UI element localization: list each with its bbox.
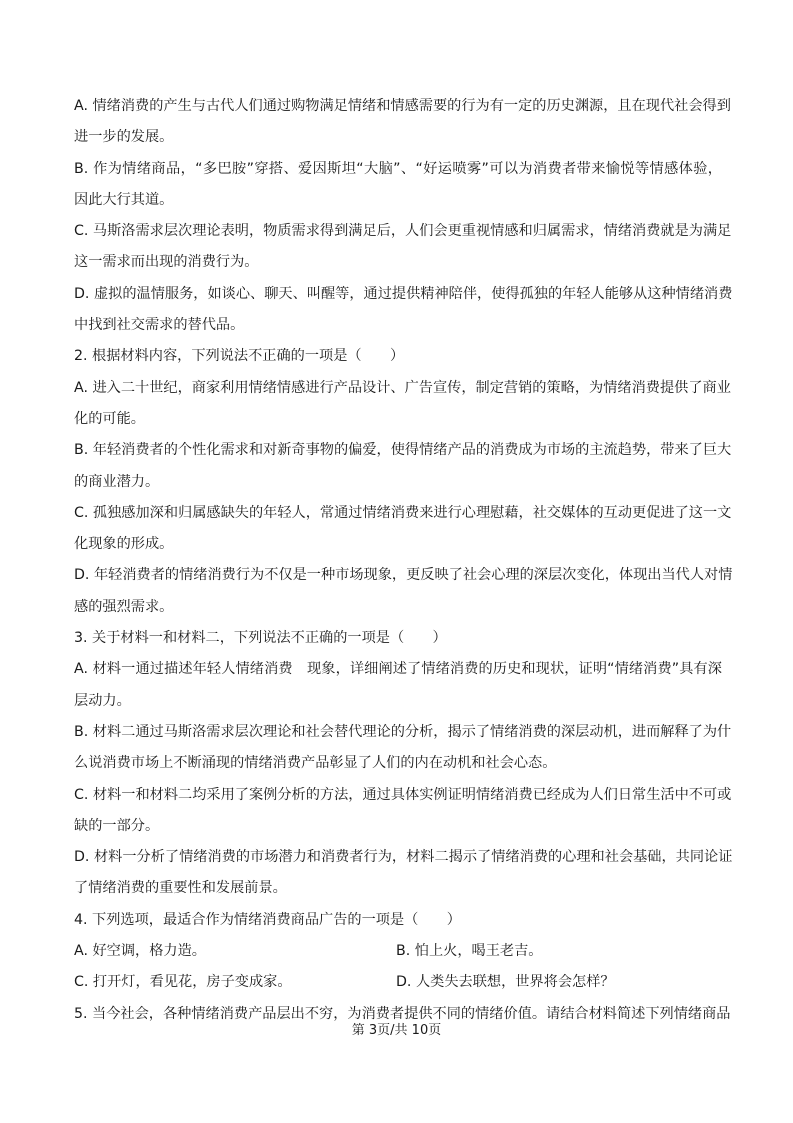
q4-option-a: A. 好空调，格力造。 [74,943,206,960]
q1-option-b [74,154,722,217]
text-line: D. 材料一分析了情绪消费的市场潜力和消费者行为，材料二揭示了情绪消费的心理和社会基础，共同论证 [74,849,733,866]
q3-option-a [74,654,722,717]
q2-option-b [74,435,732,498]
text-line: C. 材料一和材料二均采用了案例分析的方法，通过具体实例证明情绪消费已经成为人们日常生活中不可或 [74,786,732,803]
q4-option-b: B. 怕上火，喝王老吉。 [396,943,543,960]
text-line: 感的强烈需求。 [74,598,174,615]
text-line: 化的可能。 [74,410,145,427]
q4-option-c: C. 打开灯，看见花，房子变成家。 [74,974,292,991]
question-3-stem: 3. 关于材料一和材料二，下列说法不正确的一项是（ ） [74,630,447,647]
q1-option-a [74,91,731,154]
q3-option-d [74,842,733,905]
question-4-stem: 4. 下列选项，最适合作为情绪消费商品广告的一项是（ ） [74,911,461,928]
text-line: 了情绪消费的重要性和发展前景。 [74,880,287,897]
q3-option-c [74,780,732,843]
text-line: 么说消费市场上不断涌现的情绪消费产品彰显了人们的内在动机和社会心态。 [74,755,557,772]
text-line: 层动力。 [74,692,131,709]
text-line: 化现象的形成。 [74,536,174,553]
text-line: 进一步的发展。 [74,129,174,146]
text-line: 中找到社交需求的替代品。 [74,317,245,334]
text-line: 的商业潜力。 [74,473,160,490]
document-page [74,91,733,1030]
text-line: A. 情绪消费的产生与古代人们通过购物满足情绪和情感需要的行为有一定的历史渊源，且在现代社会得到 [74,98,731,114]
page-number-footer: 第 3页/共 10页 [351,1023,442,1038]
question-5-stem: 5. 当今社会，各种情绪消费产品层出不穷，为消费者提供不同的情绪价值。请结合材料简述下列情绪商品 [74,1005,731,1022]
text-line: B. 材料二通过马斯洛需求层次理论和社会替代理论的分析，揭示了情绪消费的深层动机，进而解释了为什 [74,723,732,740]
text-line: C. 孤独感加深和归属感缺失的年轻人，常通过情绪消费来进行心理慰藉，社交媒体的互动更促进了这一文 [74,504,732,521]
q2-option-c [74,498,732,561]
text-line: B. 作为情绪商品，“多巴胺”穿搭、爱因斯坦“大脑”、“好运喷雾”可以为消费者带来愉悦等情感体验， [74,160,722,177]
text-line: B. 年轻消费者的个性化需求和对新奇事物的偏爱，使得情绪产品的消费成为市场的主流趋势，带来了巨大 [74,442,732,459]
text-line: 这一需求而出现的消费行为。 [74,254,259,271]
question-2-stem: 2. 根据材料内容，下列说法不正确的一项是（ ） [74,348,405,365]
text-line: 缺的一部分。 [74,817,160,834]
text-line: D. 虚拟的温情服务，如谈心、聊天、叫醒等，通过提供精神陪伴，使得孤独的年轻人能够从这种情绪消费 [74,285,733,302]
text-line: A. 材料一通过描述年轻人情绪消费 现象，详细阐述了情绪消费的历史和现状，证明“情绪消费”具有深 [74,661,722,678]
q4-options-row-1 [74,936,722,967]
text-line: C. 马斯洛需求层次理论表明，物质需求得到满足后，人们会更重视情感和归属需求，情绪消费就是为满足 [74,223,732,240]
text-line: 因此大行其道。 [74,191,174,208]
q1-option-d [74,279,733,342]
q2-option-d [74,560,733,623]
q3-option-b [74,717,732,780]
q4-options-row-2 [74,967,722,998]
q1-option-c [74,216,732,279]
text-line: D. 年轻消费者的情绪消费行为不仅是一种市场现象，更反映了社会心理的深层次变化，体现出当代人对情 [74,567,733,584]
q4-option-d: D. 人类失去联想，世界将会怎样？ [396,974,615,991]
text-line: A. 进入二十世纪，商家利用情绪情感进行产品设计、广告宣传，制定营销的策略，为情绪消费提供了商业 [74,379,731,396]
q2-option-a [74,373,731,436]
